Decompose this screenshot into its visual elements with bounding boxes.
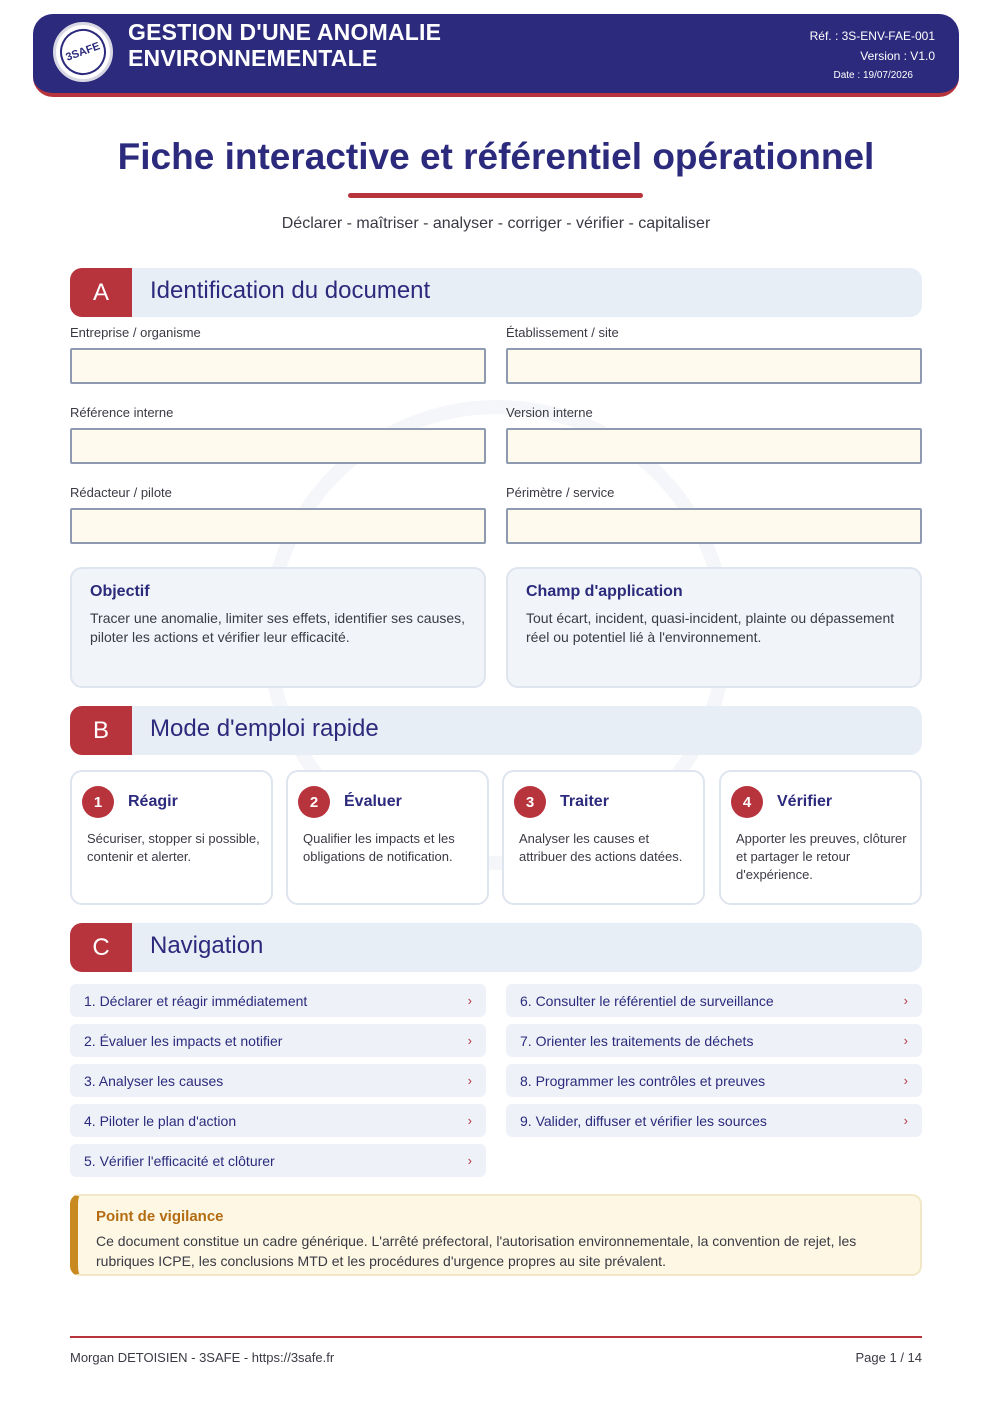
chevron-right-icon: › [903, 1033, 908, 1048]
step-card-traiter [502, 770, 705, 905]
field-label-reference: Référence interne [70, 405, 174, 420]
nav-link-dechets[interactable] [506, 1024, 922, 1057]
field-label-entreprise: Entreprise / organisme [70, 325, 201, 340]
vigilance-title: Point de vigilance [96, 1208, 224, 1225]
footer-divider [70, 1336, 922, 1338]
section-b-header [70, 706, 922, 755]
perimetre-field[interactable] [506, 508, 922, 544]
page-number: Page 1 / 14 [855, 1350, 922, 1365]
section-c-header [70, 923, 922, 972]
reference-interne-field[interactable] [70, 428, 486, 464]
etablissement-field[interactable] [506, 348, 922, 384]
nav-link-evaluer[interactable] [70, 1024, 486, 1057]
vigilance-callout [70, 1194, 922, 1276]
step-number-badge: 4 [731, 786, 763, 818]
champ-application-text: Tout écart, incident, quasi-incident, plainte ou dépassement réel ou potentiel lié à l'environnement. [526, 610, 895, 645]
step-card-reagir [70, 770, 273, 905]
objectif-text: Tracer une anomalie, limiter ses effets, identifier ses causes, piloter les actions et vérifier leur efficacité. [90, 610, 466, 645]
step-name: Réagir [128, 793, 178, 810]
document-category-title [128, 19, 441, 71]
nav-link-piloter[interactable] [70, 1104, 486, 1137]
nav-link-controles[interactable] [506, 1064, 922, 1097]
step-number-badge: 1 [82, 786, 114, 818]
step-name: Vérifier [777, 793, 833, 810]
chevron-right-icon: › [467, 1153, 472, 1168]
nav-link-label: 1. Déclarer et réagir immédiatement [84, 992, 308, 1009]
objectif-title: Objectif [90, 583, 150, 600]
version-interne-field[interactable] [506, 428, 922, 464]
step-description: Sécuriser, stopper si possible, contenir et alerter. [87, 831, 260, 864]
nav-link-label: 2. Évaluer les impacts et notifier [84, 1032, 283, 1049]
document-date: Date : 19/07/2026 [833, 70, 913, 81]
vigilance-text: Ce document constitue un cadre générique. L'arrêté préfectoral, l'autorisation environnementale, la convention de rejet, les rubriques ICPE, les conclusions MTD et les procédures d'urgence propres au site prévalent. [96, 1233, 857, 1269]
nav-link-valider[interactable] [506, 1104, 922, 1137]
nav-link-label: 5. Vérifier l'efficacité et clôturer [84, 1152, 275, 1169]
chevron-right-icon: › [903, 993, 908, 1008]
section-a-letter: A [70, 268, 132, 317]
page-subtitle: Déclarer - maîtriser - analyser - corriger - vérifier - capitaliser [281, 215, 711, 232]
field-label-etablissement: Établissement / site [506, 325, 619, 340]
step-card-verifier [719, 770, 922, 905]
nav-link-analyser[interactable] [70, 1064, 486, 1097]
section-a-title: Identification du document [150, 277, 431, 304]
champ-application-title: Champ d'application [526, 583, 683, 600]
nav-link-referentiel[interactable] [506, 984, 922, 1017]
header-banner [33, 14, 959, 97]
logo-text: 3SAFE [54, 23, 113, 82]
step-card-evaluer [286, 770, 489, 905]
section-c-letter: C [70, 923, 132, 972]
chevron-right-icon: › [467, 993, 472, 1008]
step-name: Traiter [560, 793, 609, 810]
section-b-letter: B [70, 706, 132, 755]
title-underline [348, 193, 643, 198]
field-label-version: Version interne [506, 405, 593, 420]
section-b-title: Mode d'emploi rapide [150, 715, 379, 742]
section-c-title: Navigation [150, 932, 264, 959]
company-logo [53, 22, 113, 82]
nav-link-label: 3. Analyser les causes [84, 1072, 224, 1089]
champ-application-box [506, 567, 922, 688]
nav-link-label: 7. Orienter les traitements de déchets [520, 1032, 754, 1049]
field-label-perimetre: Périmètre / service [506, 485, 615, 500]
chevron-right-icon: › [903, 1113, 908, 1128]
document-meta [810, 26, 935, 86]
step-number-badge: 2 [298, 786, 330, 818]
step-description: Qualifier les impacts et les obligations de notification. [303, 831, 455, 864]
field-label-redacteur: Rédacteur / pilote [70, 485, 172, 500]
step-description: Analyser les causes et attribuer des actions datées. [519, 831, 683, 864]
nav-link-label: 6. Consulter le référentiel de surveillance [520, 992, 774, 1009]
document-reference: Réf. : 3S-ENV-FAE-001 [809, 29, 935, 43]
step-number-badge: 3 [514, 786, 546, 818]
chevron-right-icon: › [903, 1073, 908, 1088]
title-line-1: GESTION D'UNE ANOMALIE [128, 19, 442, 45]
chevron-right-icon: › [467, 1113, 472, 1128]
step-name: Évaluer [344, 793, 402, 810]
nav-link-label: 4. Piloter le plan d'action [84, 1112, 237, 1129]
nav-link-label: 9. Valider, diffuser et vérifier les sources [520, 1112, 767, 1129]
redacteur-field[interactable] [70, 508, 486, 544]
nav-link-label: 8. Programmer les contrôles et preuves [520, 1072, 766, 1089]
footer-author: Morgan DETOISIEN - 3SAFE - https://3safe.fr [70, 1350, 335, 1365]
entreprise-field[interactable] [70, 348, 486, 384]
nav-link-verifier[interactable] [70, 1144, 486, 1177]
section-a-header [70, 268, 922, 317]
objectif-box [70, 567, 486, 688]
title-line-2: ENVIRONNEMENTALE [128, 45, 378, 71]
page-title: Fiche interactive et référentiel opérationnel [117, 136, 875, 177]
chevron-right-icon: › [467, 1073, 472, 1088]
document-version: Version : V1.0 [860, 49, 935, 63]
step-description: Apporter les preuves, clôturer et partager le retour d'expérience. [736, 831, 907, 882]
chevron-right-icon: › [467, 1033, 472, 1048]
nav-link-declarer[interactable] [70, 984, 486, 1017]
